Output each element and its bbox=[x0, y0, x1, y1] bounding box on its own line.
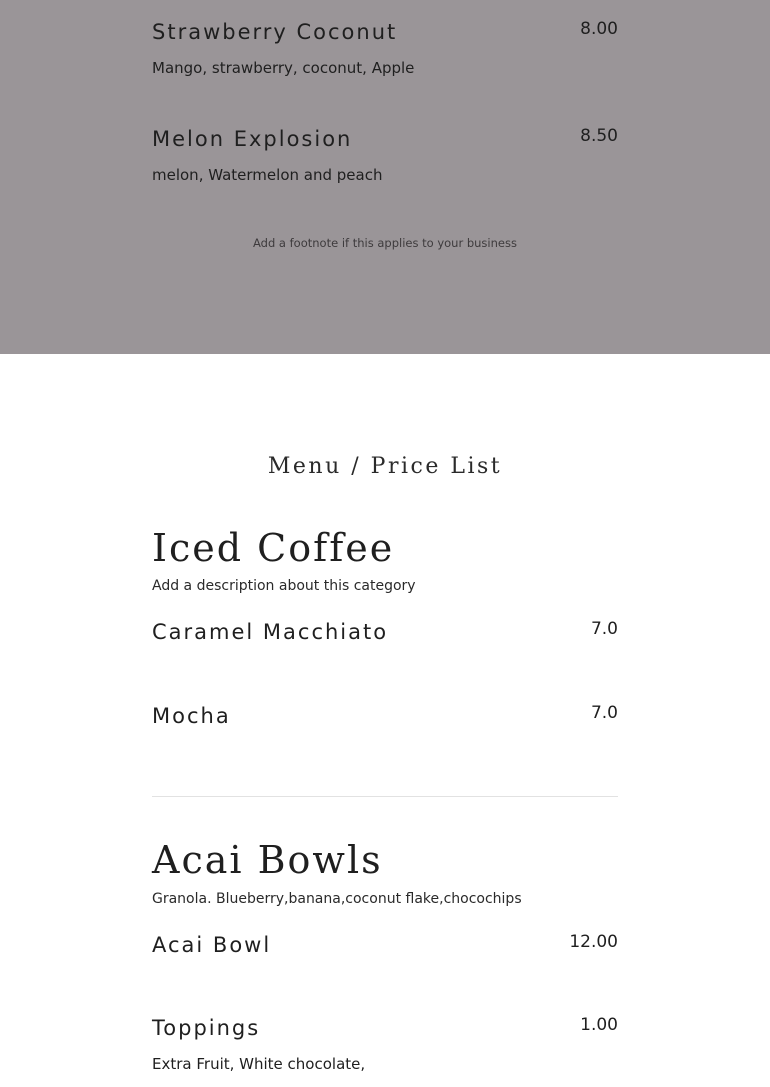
menu-item-name: Melon Explosion bbox=[152, 127, 353, 151]
menu-item-name: Acai Bowl bbox=[152, 933, 272, 957]
menu-item-name: Strawberry Coconut bbox=[152, 20, 398, 44]
menu-item-name: Toppings bbox=[152, 1016, 261, 1040]
menu-item-name: Mocha bbox=[152, 704, 231, 728]
top-menu-section bbox=[0, 0, 770, 354]
menu-item-price: 1.00 bbox=[580, 1015, 618, 1035]
menu-title: Menu / Price List bbox=[267, 454, 503, 479]
menu-item-description: Mango, strawberry, coconut, Apple bbox=[152, 59, 415, 77]
menu-item-price: 7.0 bbox=[590, 703, 618, 723]
menu-item-price: 8.50 bbox=[580, 126, 618, 146]
menu-item-price: 12.00 bbox=[569, 932, 618, 952]
menu-item-price: 8.00 bbox=[580, 19, 618, 39]
footnote: Add a footnote if this applies to your business bbox=[253, 236, 517, 250]
menu-item-name: Caramel Macchiato bbox=[152, 620, 389, 644]
category-title: Iced Coffee bbox=[152, 526, 395, 570]
category-description: Granola. Blueberry,banana,coconut flake,chocochips bbox=[152, 891, 522, 907]
menu-item-description: melon, Watermelon and peach bbox=[152, 166, 383, 184]
category-description: Add a description about this category bbox=[152, 578, 416, 594]
category-title: Acai Bowls bbox=[152, 838, 383, 882]
category-divider bbox=[152, 796, 618, 797]
menu-item-price: 7.0 bbox=[590, 619, 618, 639]
menu-item-description: Extra Fruit, White chocolate, bbox=[152, 1055, 366, 1073]
